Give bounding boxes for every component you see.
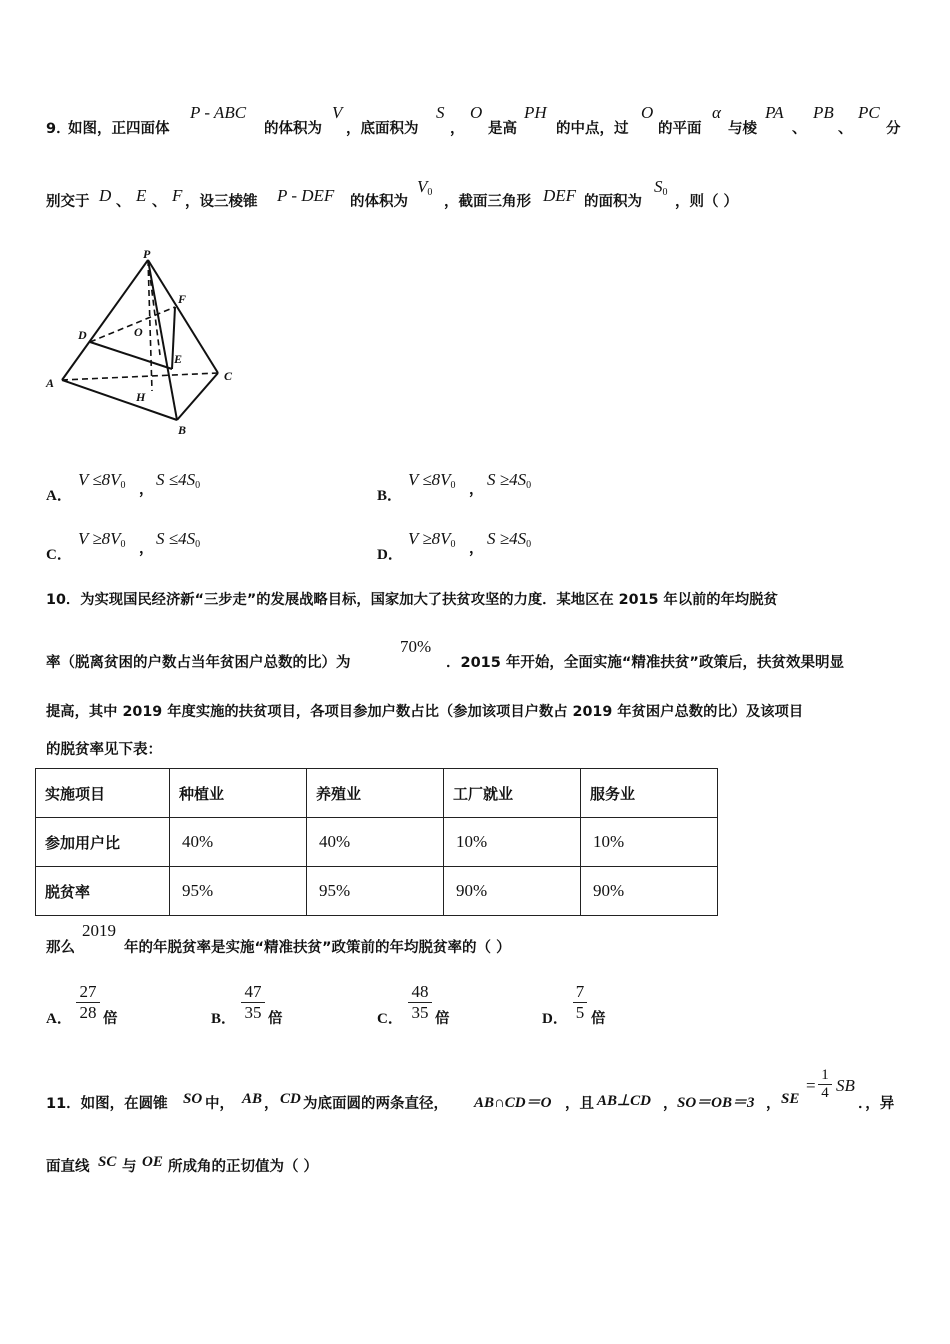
option-comma: ， xyxy=(139,482,154,498)
numerator: 48 xyxy=(411,982,429,1001)
q11-text: 中， xyxy=(205,1096,234,1112)
q9-text: 与棱 xyxy=(728,121,757,137)
denominator: 4 xyxy=(818,1084,832,1102)
figure-label-h: H xyxy=(136,390,146,404)
math-cond3: SO＝OB＝3 xyxy=(677,1095,755,1111)
q9-text: ，底面积为 xyxy=(346,121,419,137)
q9-text: 别交于 xyxy=(46,194,90,210)
denominator: 5 xyxy=(573,1002,587,1023)
table-header-cell: 种植业 xyxy=(170,769,307,818)
option-label: A． xyxy=(46,488,72,504)
fraction xyxy=(408,982,432,1023)
table-cell: 95% xyxy=(170,867,307,916)
q9-text: 是高 xyxy=(488,121,517,137)
math-pdef: P - DEF xyxy=(277,186,335,205)
math-alpha: α xyxy=(712,103,721,122)
option-label: A． xyxy=(46,1011,72,1027)
q11-text: ， xyxy=(663,1096,678,1112)
q11-text: ，且 xyxy=(565,1096,594,1112)
table-cell: 90% xyxy=(444,867,581,916)
table-cell: 参加用户比 xyxy=(36,818,170,867)
q9-text: 、 xyxy=(116,194,131,210)
table-header-cell: 服务业 xyxy=(581,769,718,818)
fraction xyxy=(76,982,100,1023)
table-cell: 脱贫率 xyxy=(36,867,170,916)
table-header-cell: 工厂就业 xyxy=(444,769,581,818)
figure-label-p: P xyxy=(143,247,151,261)
option-comma: ， xyxy=(139,541,154,557)
q11-text: ， xyxy=(766,1096,781,1112)
denominator: 35 xyxy=(241,1002,265,1023)
option-math: $V \le 8V_0$ xyxy=(78,470,126,491)
option-label: D． xyxy=(377,547,403,563)
q11-text: ．，异 xyxy=(858,1096,895,1112)
option-unit: 倍 xyxy=(268,1011,283,1027)
table-row xyxy=(36,867,718,916)
option-math: $S \ge 4S_0$ xyxy=(487,470,532,491)
q9-text: 的面积为 xyxy=(584,194,642,210)
q9-text: 的平面 xyxy=(658,121,702,137)
option-math: $S \le 4S_0$ xyxy=(156,529,201,550)
q9-text: 、 xyxy=(792,121,807,137)
table-cell: 10% xyxy=(581,818,718,867)
fraction xyxy=(241,982,265,1023)
option-math: $S \le 4S_0$ xyxy=(156,470,201,491)
math-v: V xyxy=(332,103,343,122)
q9-text: 如图，正四面体 xyxy=(68,121,170,137)
math-pabc: P - ABC xyxy=(190,103,247,122)
option-unit: 倍 xyxy=(103,1011,118,1027)
math-pc: PC xyxy=(858,103,880,122)
math-ph: PH xyxy=(524,103,547,122)
math-eq: = xyxy=(806,1076,816,1095)
math-o: O xyxy=(470,103,483,122)
figure-label-c: C xyxy=(224,369,233,383)
table-cell: 40% xyxy=(307,818,444,867)
figure-label-d: D xyxy=(78,328,87,342)
table-header-cell: 养殖业 xyxy=(307,769,444,818)
option-unit: 倍 xyxy=(591,1011,606,1027)
numerator: 27 xyxy=(79,982,97,1001)
q9-text: 的体积为 xyxy=(350,194,408,210)
math-def: DEF xyxy=(543,186,577,205)
q9-text: ，设三棱锥 xyxy=(185,194,258,210)
option-math: $V \le 8V_0$ xyxy=(408,470,456,491)
q9-number: 9． xyxy=(46,121,71,137)
math-s: S xyxy=(436,103,445,122)
denominator: 28 xyxy=(76,1002,100,1023)
math-sb: SB xyxy=(836,1076,855,1095)
option-math: $V \ge 8V_0$ xyxy=(408,529,456,550)
option-label: B． xyxy=(377,488,403,504)
figure-label-o: O xyxy=(134,325,143,339)
fraction xyxy=(818,1067,832,1102)
math-sc: SC xyxy=(98,1154,117,1170)
q10-after-a: 那么 xyxy=(46,940,75,956)
math-f: F xyxy=(172,186,183,205)
q10-pct: 70% xyxy=(400,637,432,656)
option-unit: 倍 xyxy=(435,1011,450,1027)
q9-text: 的中点，过 xyxy=(556,121,629,137)
figure-label-b: B xyxy=(178,423,187,437)
numerator: 7 xyxy=(575,982,585,1001)
table-cell: 10% xyxy=(444,818,581,867)
math-oe: OE xyxy=(142,1154,163,1170)
q9-text: ， xyxy=(450,121,465,137)
math-v0: $V_0$ xyxy=(417,177,433,198)
q10-line2b: ．2015 年开始，全面实施“精准扶贫”政策后，扶贫效果明显 xyxy=(446,655,844,671)
q9-text: 分 xyxy=(886,121,901,137)
option-label: D． xyxy=(542,1011,568,1027)
option-math: $S \ge 4S_0$ xyxy=(487,529,532,550)
option-label: B． xyxy=(211,1011,237,1027)
q10-line3: 提高，其中 2019 年度实施的扶贫项目，各项目参加户数占比（参加该项目户数占 2019 年贫困户总数的比）及该项目 xyxy=(46,704,804,720)
figure-label-f: F xyxy=(178,292,187,306)
math-s0: $S_0$ xyxy=(654,177,668,198)
q10-line2a: 率（脱离贫困的户数占当年贫困户总数的比）为 xyxy=(46,655,351,671)
option-math: $V \ge 8V_0$ xyxy=(78,529,126,550)
tetrahedron-figure xyxy=(40,245,250,440)
q11-text: 11．如图，在圆锥 xyxy=(46,1096,168,1112)
option-comma: ， xyxy=(469,541,484,557)
q10-year: 2019 xyxy=(82,921,116,940)
math-pb: PB xyxy=(813,103,834,122)
math-se: SE xyxy=(781,1091,800,1107)
numerator: 47 xyxy=(244,982,262,1001)
poverty-table xyxy=(35,768,718,916)
table-cell: 90% xyxy=(581,867,718,916)
denominator: 35 xyxy=(408,1002,432,1023)
math-cd: CD xyxy=(280,1091,301,1107)
option-label: C． xyxy=(377,1011,403,1027)
q11-text: 为底面圆的两条直径， xyxy=(303,1096,448,1112)
math-ab: AB xyxy=(242,1091,263,1107)
option-label: C． xyxy=(46,547,72,563)
q9-text: 、 xyxy=(152,194,167,210)
figure-label-a: A xyxy=(46,376,55,390)
table-header-cell: 实施项目 xyxy=(36,769,170,818)
q10-after-b: 年的年脱贫率是实施“精准扶贫”政策前的年均脱贫率的（ ） xyxy=(124,940,511,956)
q10-line1: 10．为实现国民经济新“三步走”的发展战略目标，国家加大了扶贫攻坚的力度．某地区在 2015 年以前的年均脱贫 xyxy=(46,592,778,608)
table-header-row xyxy=(36,769,718,818)
table-cell: 40% xyxy=(170,818,307,867)
table-row xyxy=(36,818,718,867)
q11-text: 所成角的正切值为（ ） xyxy=(168,1159,319,1175)
numerator: 1 xyxy=(821,1067,829,1083)
q9-text: ，截面三角形 xyxy=(444,194,531,210)
q11-text: 面直线 xyxy=(46,1159,90,1175)
option-comma: ， xyxy=(469,482,484,498)
math-e: E xyxy=(136,186,147,205)
table-cell: 95% xyxy=(307,867,444,916)
math-pa: PA xyxy=(765,103,784,122)
math-cond2: AB⊥CD xyxy=(597,1093,651,1109)
math-o: O xyxy=(641,103,654,122)
q9-text: 、 xyxy=(838,121,853,137)
q10-line4: 的脱贫率见下表： xyxy=(46,742,162,758)
q11-text: ， xyxy=(264,1096,279,1112)
q9-text: 的体积为 xyxy=(264,121,322,137)
math-so: SO xyxy=(183,1091,203,1107)
q9-text: ，则（ ） xyxy=(675,194,739,210)
q11-text: 与 xyxy=(122,1159,137,1175)
math-cond1: AB∩CD＝O xyxy=(474,1095,552,1111)
fraction xyxy=(573,982,587,1023)
figure-label-e: E xyxy=(174,352,183,366)
math-d: D xyxy=(99,186,112,205)
